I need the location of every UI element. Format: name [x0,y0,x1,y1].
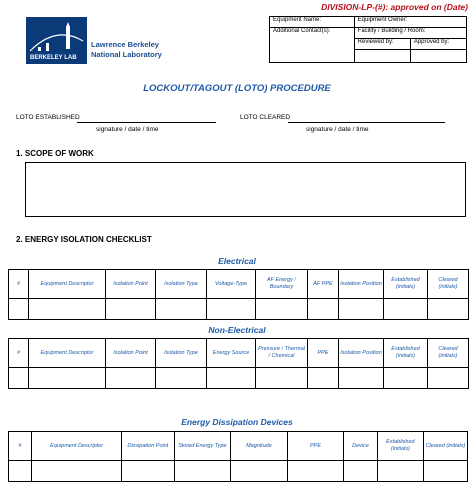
table-cell[interactable] [256,299,308,320]
division-approval-line: DIVISION-LP-(#): approved on (Date) [321,2,468,12]
checklist-heading: 2. ENERGY ISOLATION CHECKLIST [16,235,152,244]
table-cell[interactable] [174,461,231,482]
column-header: Equipment Descriptor [29,270,106,299]
facility-cell[interactable]: Facility / Building / Room: [354,28,466,39]
column-header: Device [344,432,378,461]
reviewed-by-signature[interactable] [355,50,411,62]
table-row [9,299,469,320]
scope-of-work-field[interactable] [25,162,466,217]
table-cell[interactable] [106,299,156,320]
page-title: LOCKOUT/TAGOUT (LOTO) PROCEDURE [143,83,331,94]
non-electrical-title: Non-Electrical [208,325,266,335]
column-header: Isolation Point [106,339,156,368]
column-header: Dissipation Point [122,432,174,461]
table-cell[interactable] [122,461,174,482]
dissipation-title: Energy Dissipation Devices [181,417,293,427]
table-cell[interactable] [339,299,384,320]
column-header: Voltage-Type [207,270,256,299]
campanile-icon [26,17,87,64]
column-header: Cleared (initials) [428,339,469,368]
column-header: Established (initials) [384,339,428,368]
equipment-info-table [269,16,467,63]
lab-name-line2: National Laboratory [91,50,162,59]
table-cell[interactable] [156,368,207,389]
column-header: # [9,339,29,368]
column-header: Stored Energy Type [174,432,231,461]
table-cell[interactable] [384,299,428,320]
additional-contacts-cell[interactable]: Additional Contact(s): [270,28,355,63]
loto-established-label: LOTO ESTABLISHED [16,114,80,121]
table-cell[interactable] [339,368,384,389]
scope-heading: 1. SCOPE OF WORK [16,149,94,158]
table-row [9,368,469,389]
logo-brand: BERKELEY LAB [30,55,77,61]
lab-name-line1: Lawrence Berkeley [91,40,159,49]
reviewed-by-cell[interactable]: Reviewed by: [355,39,411,49]
table-cell[interactable] [207,299,256,320]
table-cell[interactable] [308,368,339,389]
table-cell[interactable] [344,461,378,482]
table-cell[interactable] [9,368,29,389]
column-header: Equipment Descriptor [32,432,122,461]
equipment-name-cell[interactable]: Equipment Name: [270,17,355,28]
column-header: # [9,270,29,299]
column-header: AF Energy / Boundary [256,270,308,299]
column-header: Isolation Position [339,270,384,299]
loto-cleared-line[interactable] [288,122,445,123]
column-header: Equipment Descriptor [29,339,106,368]
loto-cleared-label: LOTO CLEARED [240,114,291,121]
table-cell[interactable] [428,299,469,320]
lab-name [91,40,162,60]
electrical-title: Electrical [218,256,256,266]
column-header: PPE [308,339,339,368]
column-header: PPE [287,432,344,461]
table-cell[interactable] [29,299,106,320]
column-header: Isolation Point [106,270,156,299]
table-cell[interactable] [308,299,339,320]
table-cell[interactable] [384,368,428,389]
column-header: # [9,432,32,461]
dissipation-table [8,431,468,482]
column-header: Established (initials) [384,270,428,299]
table-cell[interactable] [428,368,469,389]
loto-established-line[interactable] [77,122,216,123]
column-header: Cleared (initials) [428,270,469,299]
column-header: Cleared (initials) [423,432,467,461]
table-cell[interactable] [29,368,106,389]
table-cell[interactable] [156,299,207,320]
table-cell[interactable] [32,461,122,482]
table-cell[interactable] [377,461,423,482]
table-row [9,461,468,482]
table-cell[interactable] [207,368,256,389]
approved-by-cell[interactable]: Approved by: [413,39,450,45]
loto-cleared-hint: signature / date / time [306,126,369,133]
non-electrical-table [8,338,469,389]
column-header: Isolation Position [339,339,384,368]
loto-established-hint: signature / date / time [96,126,159,133]
table-cell[interactable] [106,368,156,389]
table-cell[interactable] [9,461,32,482]
column-header: Isolation Type [156,270,207,299]
table-cell[interactable] [287,461,344,482]
table-cell[interactable] [423,461,467,482]
berkeley-lab-logo [26,17,87,64]
table-cell[interactable] [9,299,29,320]
column-header: Isolation Type [156,339,207,368]
table-cell[interactable] [256,368,308,389]
column-header: AF PPE [308,270,339,299]
column-header: Magnitude [231,432,288,461]
approved-by-signature[interactable] [410,50,466,62]
column-header: Pressure / Thermal / Chemical [256,339,308,368]
column-header: Established (initials) [377,432,423,461]
electrical-table [8,269,469,320]
column-header: Energy Source [207,339,256,368]
equipment-owner-cell[interactable]: Equipment Owner: [354,17,466,28]
table-cell[interactable] [231,461,288,482]
